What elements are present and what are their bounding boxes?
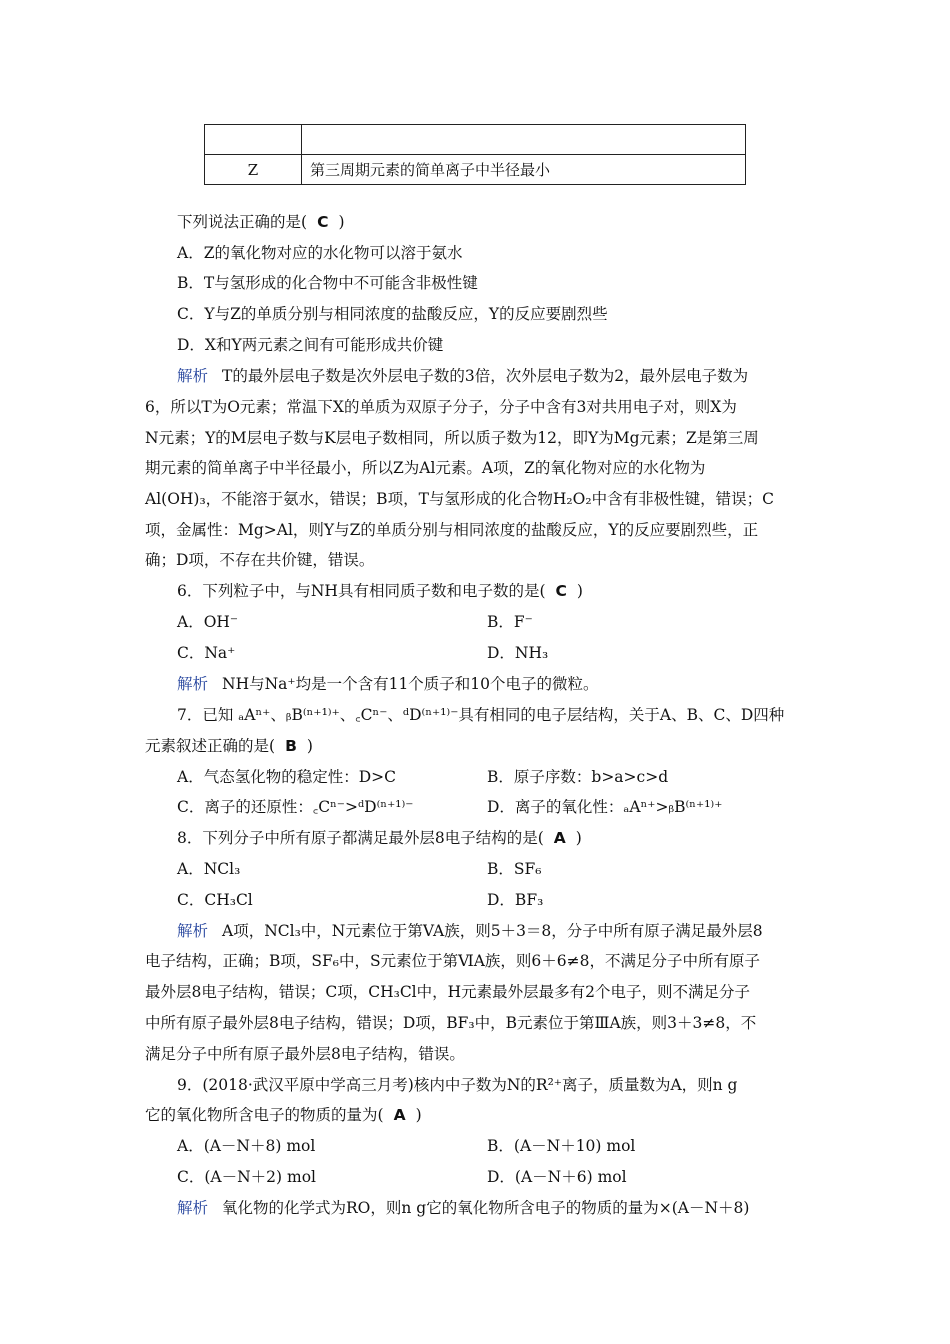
q5-jiexi-line	[177, 366, 847, 386]
q6-stem	[177, 581, 847, 601]
jiexi-text: 氧化物的化学式为RO，则n g它的氧化物所含电子的物质的量为×(A－N＋8)	[222, 1199, 750, 1217]
q5-jiexi-line: 确；D项，不存在共价键，错误。	[145, 551, 375, 569]
q5-jiexi-line: 6，所以T为O元素；常温下X的单质为双原子分子，分子中含有3对共用电子对，则X为	[145, 398, 737, 416]
q5-option-a: A．Z的氧化物对应的水化物可以溶于氨水	[177, 244, 463, 262]
jiexi-label: 解析	[177, 1199, 209, 1217]
q5-stem	[177, 212, 847, 232]
q5-jiexi-line: Al(OH)₃，不能溶于氨水，错误；B项，T与氢形成的化合物H₂O₂中含有非极性键，错误；C	[145, 490, 774, 508]
table-cell: 第三周期元素的简单离子中半径最小	[302, 155, 746, 185]
q8-answer: A	[553, 829, 566, 847]
q9-option-b: B．(A－N＋10) mol	[487, 1137, 636, 1155]
q7-stem-line1: 7．已知 ₐAⁿ⁺、ᵦB⁽ⁿ⁺¹⁾⁺、꜀Cⁿ⁻、ᵈD⁽ⁿ⁺¹⁾⁻具有相同的电子层结构，关于A、B、C、D四种	[177, 706, 785, 724]
table-cell: Z	[205, 155, 302, 185]
table-cell	[205, 125, 302, 155]
q5-option-d: D．X和Y两元素之间有可能形成共价键	[177, 336, 444, 354]
q5-option-c: C．Y与Z的单质分别与相同浓度的盐酸反应，Y的反应要剧烈些	[177, 305, 608, 323]
q5-option-b: B．T与氢形成的化合物中不可能含非极性键	[177, 274, 478, 292]
q8-jiexi-line: 电子结构，正确；B项，SF₆中，S元素位于第ⅥA族，则6＋6≠8，不满足分子中所有原子	[145, 952, 760, 970]
q6-jiexi-line	[177, 674, 847, 694]
table-cell	[302, 125, 746, 155]
q5-jiexi-line: 期元素的简单离子中半径最小，所以Z为Al元素。A项，Z的氧化物对应的水化物为	[145, 459, 706, 477]
jiexi-text: NH与Na⁺均是一个含有11个质子和10个电子的微粒。	[222, 675, 599, 693]
q7-option-c: C．离子的还原性：꜀Cⁿ⁻>ᵈD⁽ⁿ⁺¹⁾⁻	[177, 798, 414, 816]
q6-option-b: B．F⁻	[487, 613, 533, 631]
q5-close: )	[338, 213, 345, 231]
jiexi-text: T的最外层电子数是次外层电子数的3倍，次外层电子数为2，最外层电子数为	[222, 367, 749, 385]
q5-stem-text: 下列说法正确的是(	[177, 213, 308, 231]
q8-close: )	[575, 829, 582, 847]
q8-option-b: B．SF₆	[487, 860, 542, 878]
q8-jiexi-line: 满足分子中所有原子最外层8电子结构，错误。	[145, 1045, 465, 1063]
q6-stem-text: 6．下列粒子中，与NH具有相同质子数和电子数的是(	[177, 582, 546, 600]
q8-stem	[177, 828, 847, 848]
q9-stem-line1: 9．(2018·武汉平原中学高三月考)核内中子数为N的R²⁺离子，质量数为A，则n g	[177, 1076, 738, 1094]
q7-stem-text: 元素叙述正确的是(	[145, 737, 276, 755]
q8-option-c: C．CH₃Cl	[177, 891, 253, 909]
q9-option-a: A．(A－N＋8) mol	[177, 1137, 316, 1155]
q8-jiexi-line: 最外层8电子结构，错误；C项，CH₃Cl中，H元素最外层最多有2个电子，则不满足分子	[145, 983, 751, 1001]
q6-option-a: A．OH⁻	[177, 613, 239, 631]
q8-jiexi-line	[177, 921, 847, 941]
q7-option-b: B．原子序数：b>a>c>d	[487, 768, 669, 786]
q9-option-d: D．(A－N＋6) mol	[487, 1168, 627, 1186]
q8-option-d: D．BF₃	[487, 891, 544, 909]
table-row	[205, 125, 746, 155]
q8-jiexi-line: 中所有原子最外层8电子结构，错误；D项，BF₃中，B元素位于第ⅢA族，则3＋3≠8，不	[145, 1014, 757, 1032]
q8-stem-text: 8．下列分子中所有原子都满足最外层8电子结构的是(	[177, 829, 544, 847]
jiexi-text: A项，NCl₃中，N元素位于第VA族，则5＋3＝8，分子中所有原子满足最外层8	[222, 922, 763, 940]
jiexi-label: 解析	[177, 922, 209, 940]
q9-stem-text: 它的氧化物所含电子的物质的量为(	[145, 1106, 384, 1124]
q7-answer: B	[285, 737, 297, 755]
table-row	[205, 155, 746, 185]
q8-option-a: A．NCl₃	[177, 860, 241, 878]
q6-close: )	[576, 582, 583, 600]
q7-option-a: A．气态氢化物的稳定性：D>C	[177, 768, 396, 786]
q5-answer: C	[317, 213, 329, 231]
q5-jiexi-line: 项，金属性：Mg>Al，则Y与Z的单质分别与相同浓度的盐酸反应，Y的反应要剧烈些，正	[145, 521, 759, 539]
q9-answer: A	[393, 1106, 406, 1124]
q7-stem-line2	[145, 736, 815, 756]
q6-option-d: D．NH₃	[487, 644, 549, 662]
q6-answer: C	[555, 582, 567, 600]
q9-stem-line2	[145, 1105, 815, 1125]
element-info-table	[204, 124, 746, 185]
q7-option-d: D．离子的氧化性：ₐAⁿ⁺>ᵦB⁽ⁿ⁺¹⁾⁺	[487, 798, 723, 816]
q5-jiexi-line: N元素；Y的M层电子数与K层电子数相同，所以质子数为12，即Y为Mg元素；Z是第三周	[145, 429, 759, 447]
q9-jiexi-line	[177, 1198, 847, 1218]
jiexi-label: 解析	[177, 367, 209, 385]
q9-close: )	[415, 1106, 422, 1124]
q7-close: )	[306, 737, 313, 755]
q6-option-c: C．Na⁺	[177, 644, 236, 662]
jiexi-label: 解析	[177, 675, 209, 693]
q9-option-c: C．(A－N＋2) mol	[177, 1168, 316, 1186]
